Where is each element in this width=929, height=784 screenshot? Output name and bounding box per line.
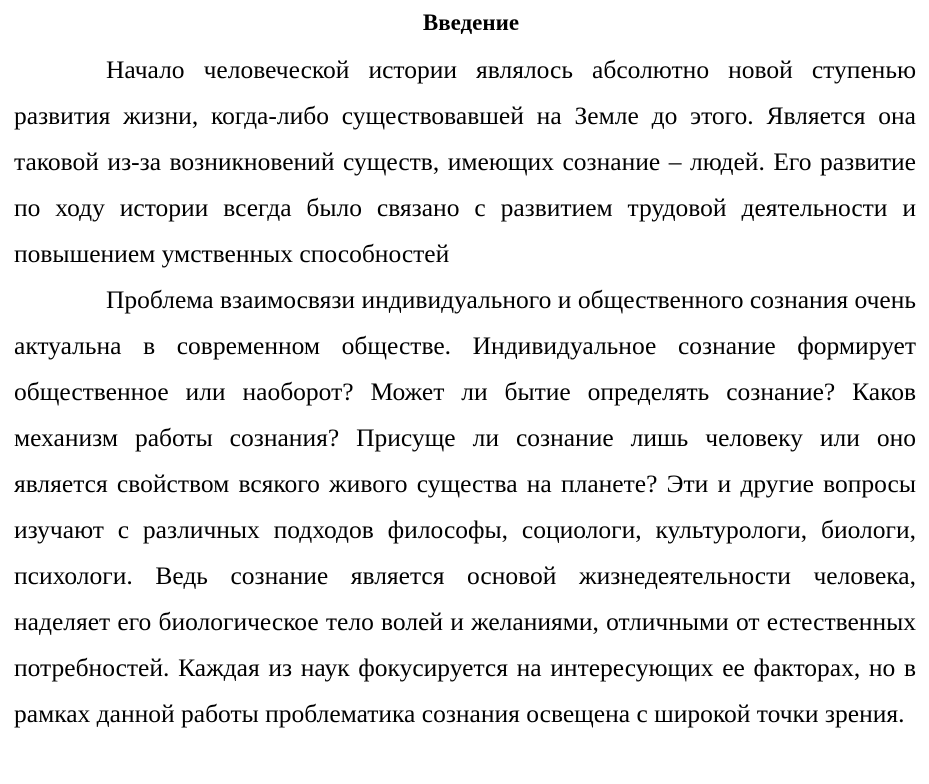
document-page	[14, 0, 916, 737]
document-title: Введение	[422, 10, 520, 35]
paragraph-introduction: Начало человеческой истории являлось абсолютно новой ступенью развития жизни, когда-либо существовавшей на Земле до этого. Является она таковой из-за возникновений существ, имеющих сознание – людей. Его развитие по ходу истории всегда было связано с развитием трудовой деятельности и повышением умственных способностей	[14, 55, 916, 268]
paragraph-problem-statement: Проблема взаимосвязи индивидуального и общественного сознания очень актуальна в современном обществе. Индивидуальное сознание формирует общественное или наоборот? Может ли бытие определять сознание? Каков механизм работы сознания? Присуще ли сознание лишь человеку или оно является свойством всякого живого существа на планете? Эти и другие вопросы изучают с различных подходов философы, социологи, культурологи, биологи, психологи. Ведь сознание является основой жизнедеятельности человека, наделяет его биологическое тело волей и желаниями, отличными от естественных потребностей. Каждая из наук фокусируется на интересующих ее факторах, но в рамках данной работы проблематика сознания освещена с широкой точки зрения.	[14, 285, 916, 728]
